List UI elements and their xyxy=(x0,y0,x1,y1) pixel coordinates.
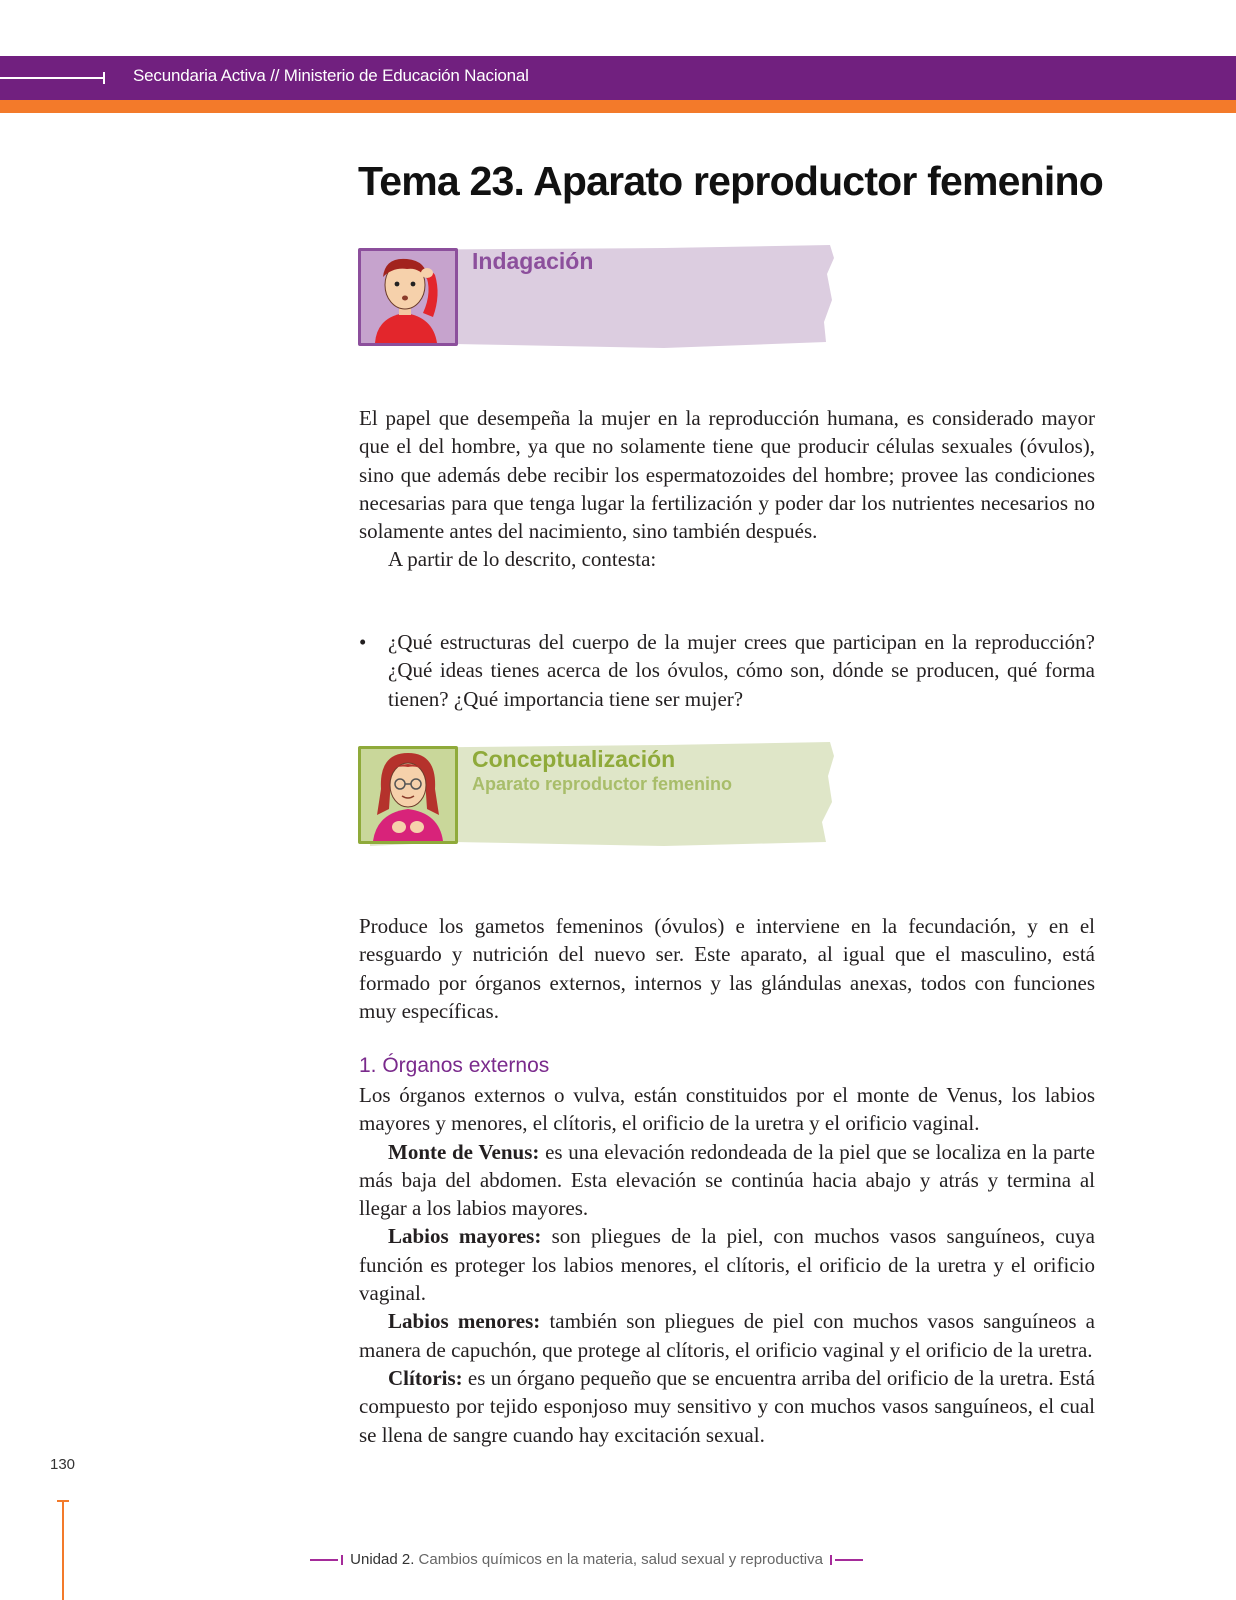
conceptualizacion-text xyxy=(359,912,1095,1025)
definition-clitoris xyxy=(359,1364,1095,1449)
section-heading: 1. Órganos externos xyxy=(359,1054,550,1077)
header-stripe xyxy=(0,100,1236,113)
section1-body xyxy=(359,1081,1095,1449)
footer-unit: Unidad 2. xyxy=(350,1551,415,1568)
header-rule xyxy=(0,77,104,79)
indagacion-avatar xyxy=(358,248,458,346)
indagacion-prompt: A partir de lo descrito, contesta: xyxy=(388,547,657,572)
definition-term: Labios mayores: xyxy=(388,1224,542,1249)
definition-labios-mayores xyxy=(359,1222,1095,1307)
definition-labios-menores xyxy=(359,1307,1095,1364)
definition-text: también son pliegues de piel con muchos vasos sanguíneos a manera de capuchón, que protege al clítoris, el orificio vaginal y el orificio de la uretra. xyxy=(359,1309,1095,1362)
conceptualizacion-title: Conceptualización xyxy=(472,746,676,772)
conceptualizacion-intro: Produce los gametos femeninos (óvulos) e interviene en la fecundación, y en el resguardo y nutrición del nuevo ser. Este aparato, al igual que el masculino, está formado por órganos externos, internos y las glándulas anexas, todos con funciones muy específicas. xyxy=(359,914,1095,1023)
definition-text: son pliegues de la piel, con muchos vasos sanguíneos, cuya función es proteger los labios menores, el clítoris, el orificio de la uretra y el orificio vaginal. xyxy=(359,1224,1095,1306)
bullet-icon: • xyxy=(359,630,367,654)
conceptualizacion-avatar xyxy=(358,746,458,844)
definition-term: Clítoris: xyxy=(388,1365,463,1390)
indagacion-questions xyxy=(359,628,1095,713)
definition-term: Labios menores: xyxy=(388,1309,541,1334)
footer-rule-left xyxy=(310,1559,338,1561)
indagacion-text xyxy=(359,404,1095,574)
indagacion-banner xyxy=(358,242,840,354)
footer-rule-right xyxy=(835,1559,863,1561)
definition-text: es una elevación redondeada de la piel que se localiza en la parte más baja del abdomen. Esta elevación se continúa hacia abajo y atrás y termina al llegar a los labios mayores. xyxy=(359,1139,1095,1221)
list-item xyxy=(359,628,1095,713)
question-text: ¿Qué estructuras del cuerpo de la mujer crees que participan en la reproducción? ¿Qué ideas tienes acerca de los óvulos, cómo son, dónde se producen, qué forma tienen? ¿Qué importancia tiene ser mujer? xyxy=(388,630,1095,711)
footer xyxy=(310,1551,863,1573)
section1-intro: Los órganos externos o vulva, están constituidos por el monte de Venus, los labios mayores y menores, el clítoris, el orificio de la uretra y el orificio vaginal. xyxy=(359,1083,1095,1136)
conceptualizacion-subtitle: Aparato reproductor femenino xyxy=(472,774,733,794)
header-rule-tick xyxy=(103,72,105,84)
definition-monte-de-venus xyxy=(359,1138,1095,1223)
page-title: Tema 23. Aparato reproductor femenino xyxy=(358,158,1103,204)
page-number: 130 xyxy=(50,1456,76,1473)
thinking-boy-icon xyxy=(361,251,455,343)
footer-text: Cambios químicos en la materia, salud sexual y reproductiva xyxy=(414,1551,823,1568)
definition-text: es un órgano pequeño que se encuentra arriba del orificio de la uretra. Está compuesto por tejido esponjoso muy sensitivo y con muchos vasos sanguíneos, el cual se llena de sangre cuando hay excitación sexual. xyxy=(359,1365,1095,1447)
margin-rule xyxy=(62,1500,64,1600)
footer-tick-right xyxy=(830,1555,832,1565)
indagacion-paragraph: El papel que desempeña la mujer en la reproducción humana, es considerado mayor que el del hombre, ya que no solamente tiene que producir células sexuales (óvulos), sino que además debe recibir los espermatozoides del hombre; provee las condiciones necesarias para que tenga lugar la fertilización y poder dar los nutrientes necesarios no solamente antes del nacimiento, sino también después. xyxy=(359,406,1095,544)
footer-tick-left xyxy=(341,1555,343,1565)
indagacion-title: Indagación xyxy=(472,248,594,274)
conceptualizacion-banner xyxy=(358,740,840,852)
girl-with-glasses-icon xyxy=(361,749,455,841)
definition-term: Monte de Venus: xyxy=(388,1139,540,1164)
header-text: Secundaria Activa // Ministerio de Educación Nacional xyxy=(133,66,529,85)
